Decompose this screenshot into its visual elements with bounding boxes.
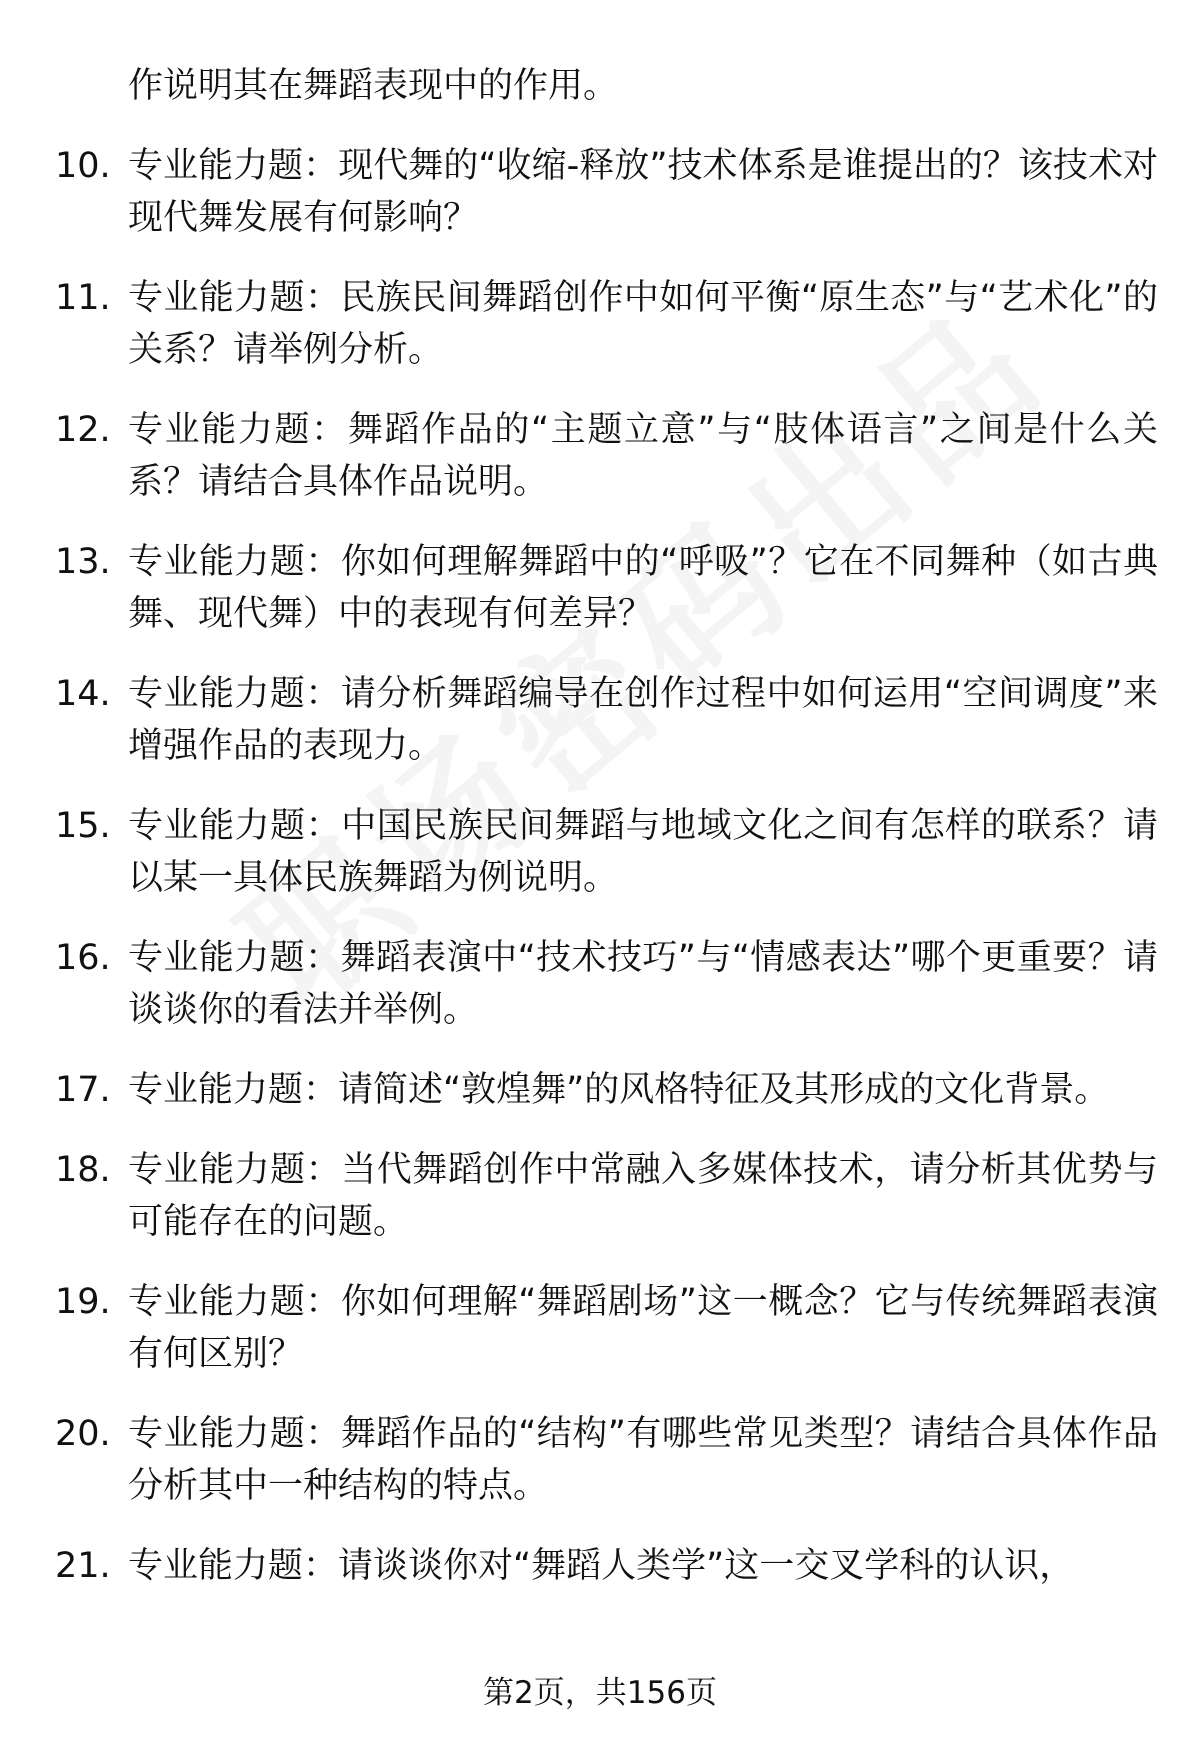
list-item (0, 1276, 1158, 1380)
item-text: 专业能力题：请谈谈你对“舞蹈人类学”这一交叉学科的认识， (128, 1546, 1075, 1586)
question-list (0, 60, 1200, 1620)
item-text: 专业能力题：请简述“敦煌舞”的风格特征及其形成的文化背景。 (128, 1070, 1110, 1110)
list-item (0, 404, 1158, 508)
list-item-continuation (0, 60, 1158, 112)
continuation-text: 作说明其在舞蹈表现中的作用。 (128, 66, 619, 106)
item-text: 专业能力题：你如何理解舞蹈中的“呼吸”？它在不同舞种（如古典舞、现代舞）中的表现有何差异？ (128, 542, 1158, 634)
list-item (0, 536, 1158, 640)
item-number: 14. (55, 674, 111, 714)
item-number: 12. (55, 410, 111, 450)
item-number: 13. (55, 542, 111, 582)
item-text: 专业能力题：当代舞蹈创作中常融入多媒体技术，请分析其优势与可能存在的问题。 (128, 1150, 1158, 1242)
item-number: 21. (55, 1546, 111, 1586)
list-item (0, 1540, 1158, 1592)
item-number: 17. (55, 1070, 111, 1110)
list-item (0, 800, 1158, 904)
list-item (0, 932, 1158, 1036)
item-text: 专业能力题：民族民间舞蹈创作中如何平衡“原生态”与“艺术化”的关系？请举例分析。 (128, 278, 1158, 370)
item-number: 15. (55, 806, 111, 846)
item-text: 专业能力题：中国民族民间舞蹈与地域文化之间有怎样的联系？请以某一具体民族舞蹈为例说明。 (128, 806, 1158, 898)
list-item (0, 140, 1158, 244)
item-text: 专业能力题：你如何理解“舞蹈剧场”这一概念？它与传统舞蹈表演有何区别？ (128, 1282, 1158, 1374)
list-item (0, 1064, 1158, 1116)
item-text: 专业能力题：现代舞的“收缩-释放”技术体系是谁提出的？该技术对现代舞发展有何影响？ (128, 146, 1158, 238)
item-number: 16. (55, 938, 111, 978)
item-number: 20. (55, 1414, 111, 1454)
list-item (0, 668, 1158, 772)
list-item (0, 1408, 1158, 1512)
item-text: 专业能力题：请分析舞蹈编导在创作过程中如何运用“空间调度”来增强作品的表现力。 (128, 674, 1158, 766)
item-text: 专业能力题：舞蹈作品的“主题立意”与“肢体语言”之间是什么关系？请结合具体作品说明。 (128, 410, 1158, 502)
item-text: 专业能力题：舞蹈表演中“技术技巧”与“情感表达”哪个更重要？请谈谈你的看法并举例。 (128, 938, 1158, 1030)
item-number: 10. (55, 146, 111, 186)
item-number: 18. (55, 1150, 111, 1190)
list-item (0, 1144, 1158, 1248)
page-number-footer: 第2页，共156页 (483, 1675, 717, 1711)
item-number: 19. (55, 1282, 111, 1322)
list-item (0, 272, 1158, 376)
item-text: 专业能力题：舞蹈作品的“结构”有哪些常见类型？请结合具体作品分析其中一种结构的特点。 (128, 1414, 1158, 1506)
item-number: 11. (55, 278, 111, 318)
